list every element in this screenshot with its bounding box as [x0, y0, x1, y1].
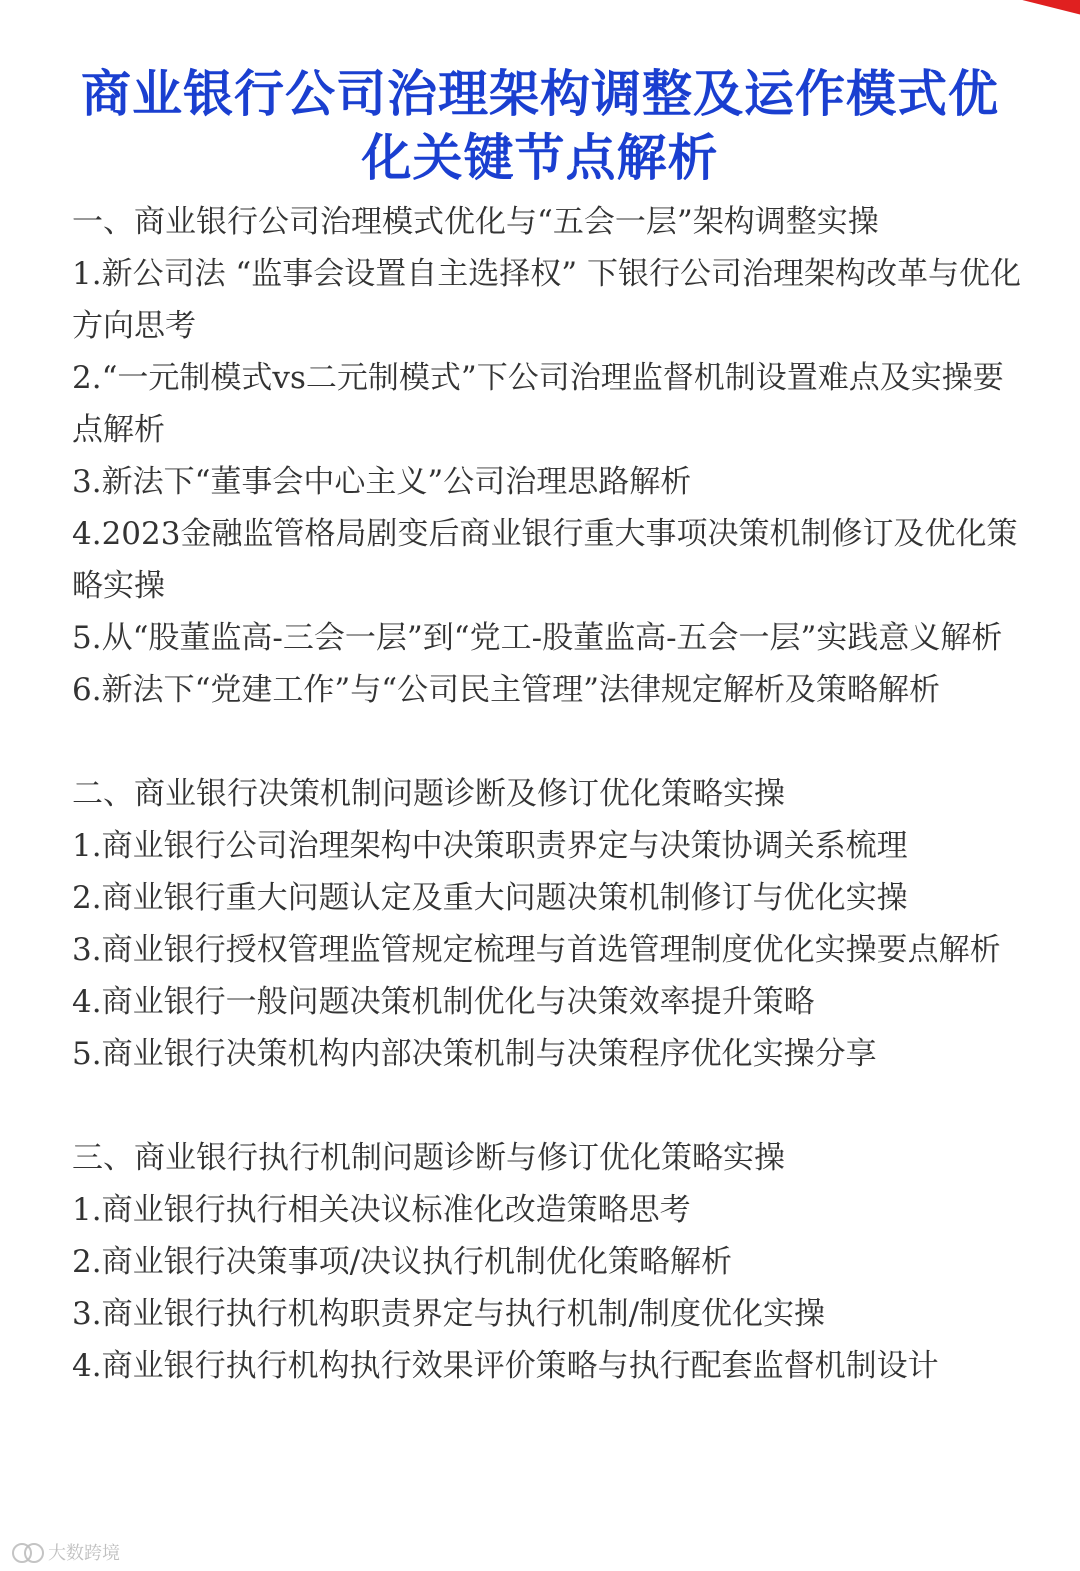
- watermark-logo-icon: [10, 1542, 44, 1562]
- section-2-heading: 二、商业银行决策机制问题诊断及修订优化策略实操: [72, 776, 785, 812]
- section-1-item-5: 5.从“股董监高-三会一层”到“党工-股董监高-五会一层”实践意义解析: [72, 620, 1003, 656]
- section-1-item-6: 6.新法下“党建工作”与“公司民主管理”法律规定解析及策略解析: [72, 672, 940, 708]
- section-3: [72, 1132, 1032, 1392]
- section-1-item-3: 3.新法下“董事会中心主义”公司治理思路解析: [72, 464, 692, 500]
- page-title-line-1: 商业银行公司治理架构调整及运作模式优: [81, 64, 999, 123]
- section-1-item-4: 4.2023金融监管格局剧变后商业银行重大事项决策机制修订及优化策略实操: [72, 516, 1018, 604]
- section-2: [72, 768, 1032, 1080]
- section-3-item-3: 3.商业银行执行机构职责界定与执行机制/制度优化实操: [72, 1296, 826, 1332]
- watermark-text: 大数跨境: [48, 1543, 120, 1564]
- section-1-item-1: 1.新公司法 “监事会设置自主选择权” 下银行公司治理架构改革与优化方向思考: [72, 256, 1021, 344]
- page-title: [0, 62, 1080, 190]
- section-2-item-4: 4.商业银行一般问题决策机制优化与决策效率提升策略: [72, 984, 815, 1020]
- corner-accent-decoration: [1019, 0, 1080, 16]
- section-2-item-5: 5.商业银行决策机构内部决策机制与决策程序优化实操分享: [72, 1036, 877, 1072]
- section-2-item-1: 1.商业银行公司治理架构中决策职责界定与决策协调关系梳理: [72, 828, 908, 864]
- section-3-item-4: 4.商业银行执行机构执行效果评价策略与执行配套监督机制设计: [72, 1348, 939, 1384]
- section-3-item-1: 1.商业银行执行相关决议标准化改造策略思考: [72, 1192, 691, 1228]
- watermark: [10, 1539, 120, 1565]
- outline-content: [72, 196, 1032, 1392]
- section-1: [72, 196, 1032, 716]
- page-title-line-2: 化关键节点解析: [361, 128, 719, 187]
- section-3-item-2: 2.商业银行决策事项/决议执行机制优化策略解析: [72, 1244, 733, 1280]
- section-1-item-2: 2.“一元制模式vs二元制模式”下公司治理监督机制设置难点及实操要点解析: [72, 360, 1004, 448]
- section-2-item-3: 3.商业银行授权管理监管规定梳理与首选管理制度优化实操要点解析: [72, 932, 1001, 968]
- section-2-item-2: 2.商业银行重大问题认定及重大问题决策机制修订与优化实操: [72, 880, 908, 916]
- section-3-heading: 三、商业银行执行机制问题诊断与修订优化策略实操: [72, 1140, 785, 1176]
- section-1-heading: 一、商业银行公司治理模式优化与“五会一层”架构调整实操: [72, 204, 879, 240]
